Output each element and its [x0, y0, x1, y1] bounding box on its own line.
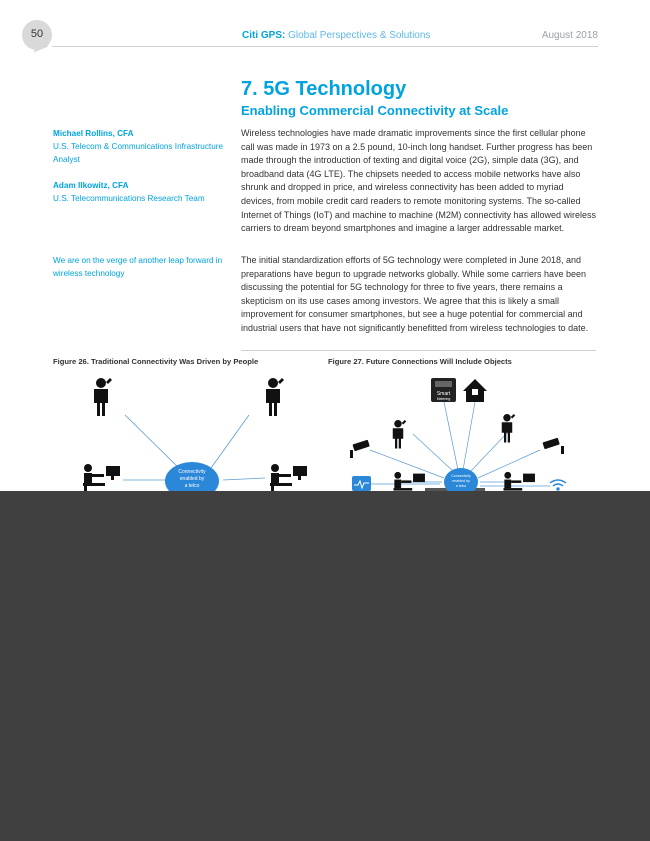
- brand-name: Citi GPS:: [242, 30, 286, 41]
- figure-27-caption: Figure 27. Future Connections Will Include Objects: [328, 357, 512, 366]
- author-block-1: [53, 127, 228, 166]
- figure-27-diagram: [328, 370, 598, 491]
- author-role: U.S. Telecommunications Research Team: [53, 194, 205, 203]
- hub-label-line: enabled by: [452, 479, 470, 483]
- telco-hub: [165, 462, 219, 491]
- hub-label-line: a telco: [455, 484, 467, 488]
- wifi-icon: [550, 480, 566, 490]
- author-role: U.S. Telecom & Communications Infrastructure Analyst: [53, 142, 224, 164]
- author-name: Adam Ilkowitz, CFA: [53, 181, 129, 190]
- publication-date: August 2018: [541, 30, 598, 41]
- hub-label-line: Connectivity: [178, 469, 206, 475]
- publication-name: Global Perspectives & Solutions: [285, 30, 431, 41]
- person-phone-icon: [266, 378, 284, 416]
- desk-worker-icon: [270, 464, 307, 491]
- page-number-badge: [22, 20, 52, 50]
- smart-label-line: Smart: [436, 391, 451, 397]
- body-paragraph-1: [241, 127, 596, 236]
- smart-label-line: Metering: [436, 397, 451, 401]
- security-camera-icon: [542, 438, 564, 454]
- author-name: Michael Rollins, CFA: [53, 129, 134, 138]
- paragraph-text: The initial standardization efforts of 5G technology were completed in June 2018, and preparations have begun to upgrade networks globally. While some carriers have been discussing the potential for 5G technology for three to five years, there remains a skepticism on its use cases among investors. We agree that this is likely a small improvement for consumer smartphones, but see a huge potential for commercial and industrial users that have not significantly benefitted from wireless technologies to date.: [241, 255, 589, 333]
- hub-label-line: enabled by: [179, 476, 205, 482]
- section-subtitle: Enabling Commercial Connectivity at Scale: [241, 103, 509, 118]
- section-divider: [241, 350, 596, 351]
- desk-worker-icon: [83, 464, 120, 491]
- desk-worker-icon: [394, 472, 425, 491]
- page-number: 50: [30, 28, 44, 40]
- telco-hub: [444, 468, 478, 491]
- person-phone-icon: [502, 414, 516, 443]
- dark-overlay-panel: [0, 491, 650, 841]
- home-lock-icon: [461, 378, 489, 402]
- security-camera-icon: [350, 440, 370, 458]
- paragraph-text: Wireless technologies have made dramatic improvements since the first cellular phone call was made in 1973 on a 2.5 pound, 10-inch long handset. Further progress has been made through the introduction of texting and digital voice (2G), simple data (3G), and broadband data (4G LTE). The chipsets needed to access mobile networks have also shrunk and dropped in price, and wireless connectivity has been added to myriad devices, from mobile credit card readers to remote monitoring systems. The so-called Internet of Things (IoT) and machine to machine (M2M) connectivity has allowed wireless carriers to dream beyond smartphones and imagine a larger addressable market.: [241, 128, 596, 234]
- heart-monitor-icon: [352, 476, 371, 491]
- person-phone-icon: [393, 420, 407, 449]
- hub-label-line: Connectivity: [451, 474, 471, 478]
- pull-quote: We are on the verge of another leap forward in wireless technology: [53, 256, 223, 278]
- publication-header: [242, 30, 430, 41]
- figure-26-caption: Figure 26. Traditional Connectivity Was Driven by People: [53, 357, 259, 366]
- person-phone-icon: [94, 378, 112, 416]
- author-block-2: [53, 179, 228, 205]
- smart-meter-icon: [431, 378, 456, 402]
- hub-label-line: a telco: [184, 483, 200, 489]
- figure-26-diagram: [53, 370, 318, 491]
- body-paragraph-2: [241, 254, 596, 336]
- section-title: 7. 5G Technology: [241, 78, 407, 100]
- header-divider: [52, 46, 598, 47]
- desk-worker-icon: [504, 472, 535, 491]
